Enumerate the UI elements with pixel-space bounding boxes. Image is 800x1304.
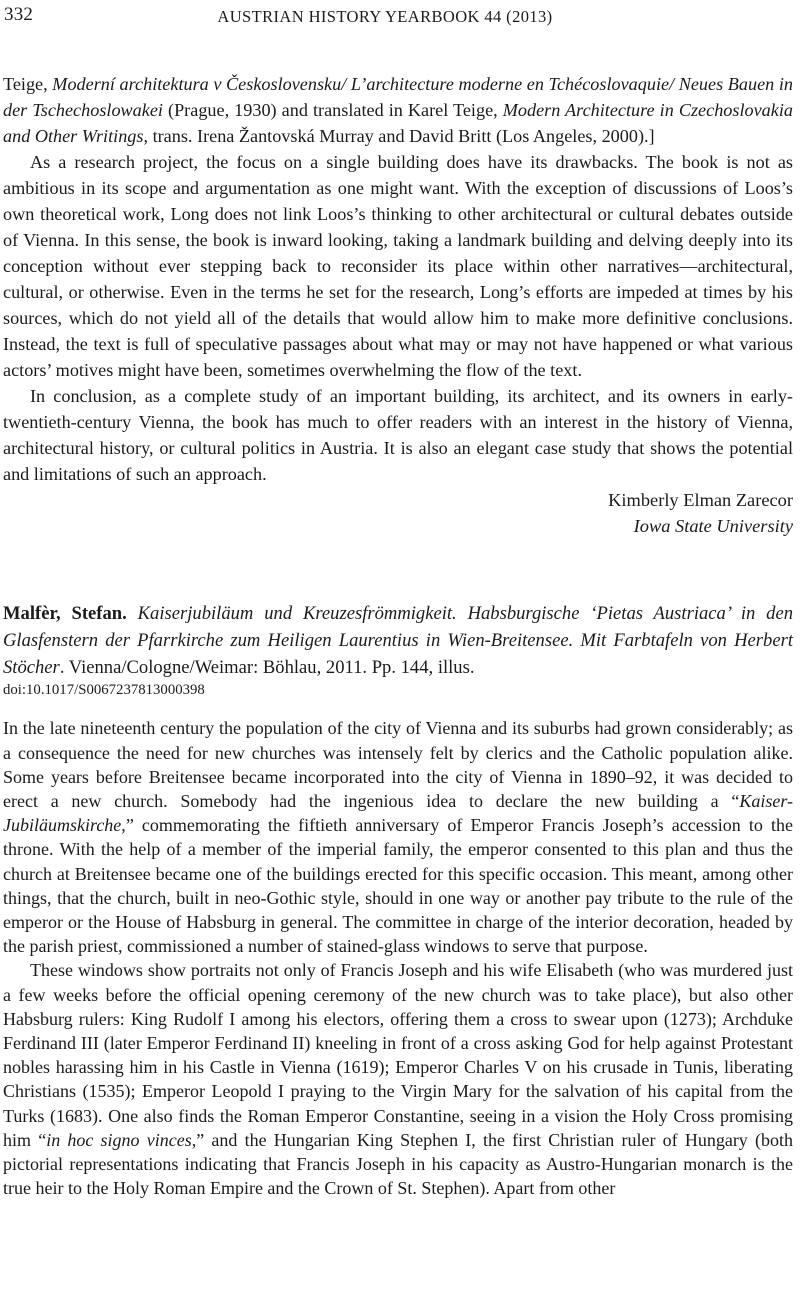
doi: doi:10.1017/S0067237813000398: [3, 682, 205, 699]
text-run-bold: Malfèr, Stefan.: [3, 603, 138, 624]
text-run-italic: Modern Architecture in Czechoslovakia and Other Writings: [3, 100, 793, 146]
reviewer-affiliation: Iowa State University: [633, 516, 793, 536]
paragraph: [3, 383, 793, 487]
book-citation-heading: [3, 601, 793, 681]
reviewer-name: Kimberly Elman Zarecor: [608, 490, 793, 510]
text-run: , trans. Irena Žantovská Murray and David Britt (Los Angeles, 2000).]: [143, 126, 655, 146]
paragraph: [3, 958, 793, 1200]
paragraph: [3, 716, 793, 958]
review-continuation-text: [3, 71, 793, 487]
page-number: 332: [4, 4, 34, 25]
review-body-text: [3, 716, 793, 1200]
text-run: . Vienna/Cologne/Weimar: Böhlau, 2011. Pp. 144, illus.: [59, 656, 475, 678]
running-header: [0, 0, 800, 28]
text-run-italic: Moderní architektura v Československu/ L’architecture moderne en Tchécoslovaquie/ Neues Bauen in der Tschechoslowakei: [3, 74, 793, 120]
journal-title: AUSTRIAN HISTORY YEARBOOK 44 (2013): [217, 7, 553, 26]
text-run: As a research project, the focus on a single building does have its drawbacks. The book is not as ambitious in its scope and argumentation as one might want. With the exception of discussions of Loos’s own theoretical work, Long does not link Loos’s thinking to other architectural or cultural debates outside of Vienna. In this sense, the book is inward looking, taking a landmark building and delving deeply into its conception without ever stepping back to reconsider its place within other narratives—architectural, cultural, or otherwise. Even in the terms he set for the research, Long’s efforts are impeded at times by his sources, which do not yield all of the details that would allow him to make more definitive conclusions. Instead, the text is full of speculative passages about what may or may not have happened or what various actors’ motives might have been, sometimes overwhelming the flow of the text.: [3, 152, 793, 380]
text-run-italic: Kaiserjubiläum und Kreuzesfrömmigkeit. Habsburgische ‘Pietas Austriaca’ in den Glasfenstern der Pfarrkirche zum Heiligen Laurentius in Wien-Breitensee. Mit Farbtafeln von Herbert Stöcher: [3, 603, 793, 678]
text-run: In the late nineteenth century the population of the city of Vienna and its suburbs had grown considerably; as a consequence the need for new churches was intensely felt by clerics and the Catholic population alike. Some years before Breitensee became incorporated into the city of Vienna in 1890–92, it was decided to erect a new church. Somebody had the ingenious idea to declare the new building a “: [3, 718, 793, 811]
text-column: [3, 71, 793, 1200]
paragraph: [3, 149, 793, 383]
text-run: ,” and the Hungarian King Stephen I, the first Christian ruler of Hungary (both pictorial representations indicating that Francis Joseph in his capacity as Austro-Hungarian monarch is the true heir to the Holy Roman Empire and the Crown of St. Stephen). Apart from other: [3, 1129, 793, 1199]
paragraph-citation-carryover: [3, 71, 793, 149]
text-run: Teige,: [3, 74, 53, 94]
text-run: In conclusion, as a complete study of an important building, its architect, and its owners in early-twentieth-century Vienna, the book has much to offer readers with an interest in the history of Vienna, architectural history, or cultural politics in Austria. It is also an elegant case study that shows the potential and limitations of such an approach.: [3, 386, 793, 484]
text-run: (Prague, 1930) and translated in Karel Teige,: [168, 100, 503, 120]
text-run: These windows show portraits not only of Francis Joseph and his wife Elisabeth (who was murdered just a few weeks before the official opening ceremony of the new church was to take place), but also other Habsburg rulers: King Rudolf I among his electors, offering them a cross to swear upon (1273); Archduke Ferdinand III (later Emperor Ferdinand II) kneeling in front of a cross asking God for help against Protestant nobles harassing him in his Castle in Vienna (1619); Emperor Charles V on his crusade in Tunis, liberating Christians (1535); Emperor Leopold I praying to the Virgin Mary for the salvation of his capital from the Turks (1683). One also finds the Roman Emperor Constantine, seeing in a vision the Holy Cross promising him “: [3, 960, 793, 1150]
text-run: ” commemorating the fiftieth anniversary of Emperor Francis Joseph’s accession to the throne. With the help of a member of the imperial family, the emperor consented to this plan and thus the church at Breitensee became one of the buildings erected for this specific occasion. This meant, among other things, that the church, built in neo-Gothic style, should in one way or another pay tribute to the rule of the emperor or the House of Habsburg in general. The committee in charge of the interior decoration, headed by the parish priest, commissioned a number of stained-glass windows to serve that purpose.: [3, 815, 793, 957]
text-run-italic: in hoc signo vinces: [46, 1129, 192, 1150]
reviewer-signature: [3, 487, 793, 539]
text-run-italic: Kaiser-Jubiläumskirche,: [3, 791, 793, 836]
